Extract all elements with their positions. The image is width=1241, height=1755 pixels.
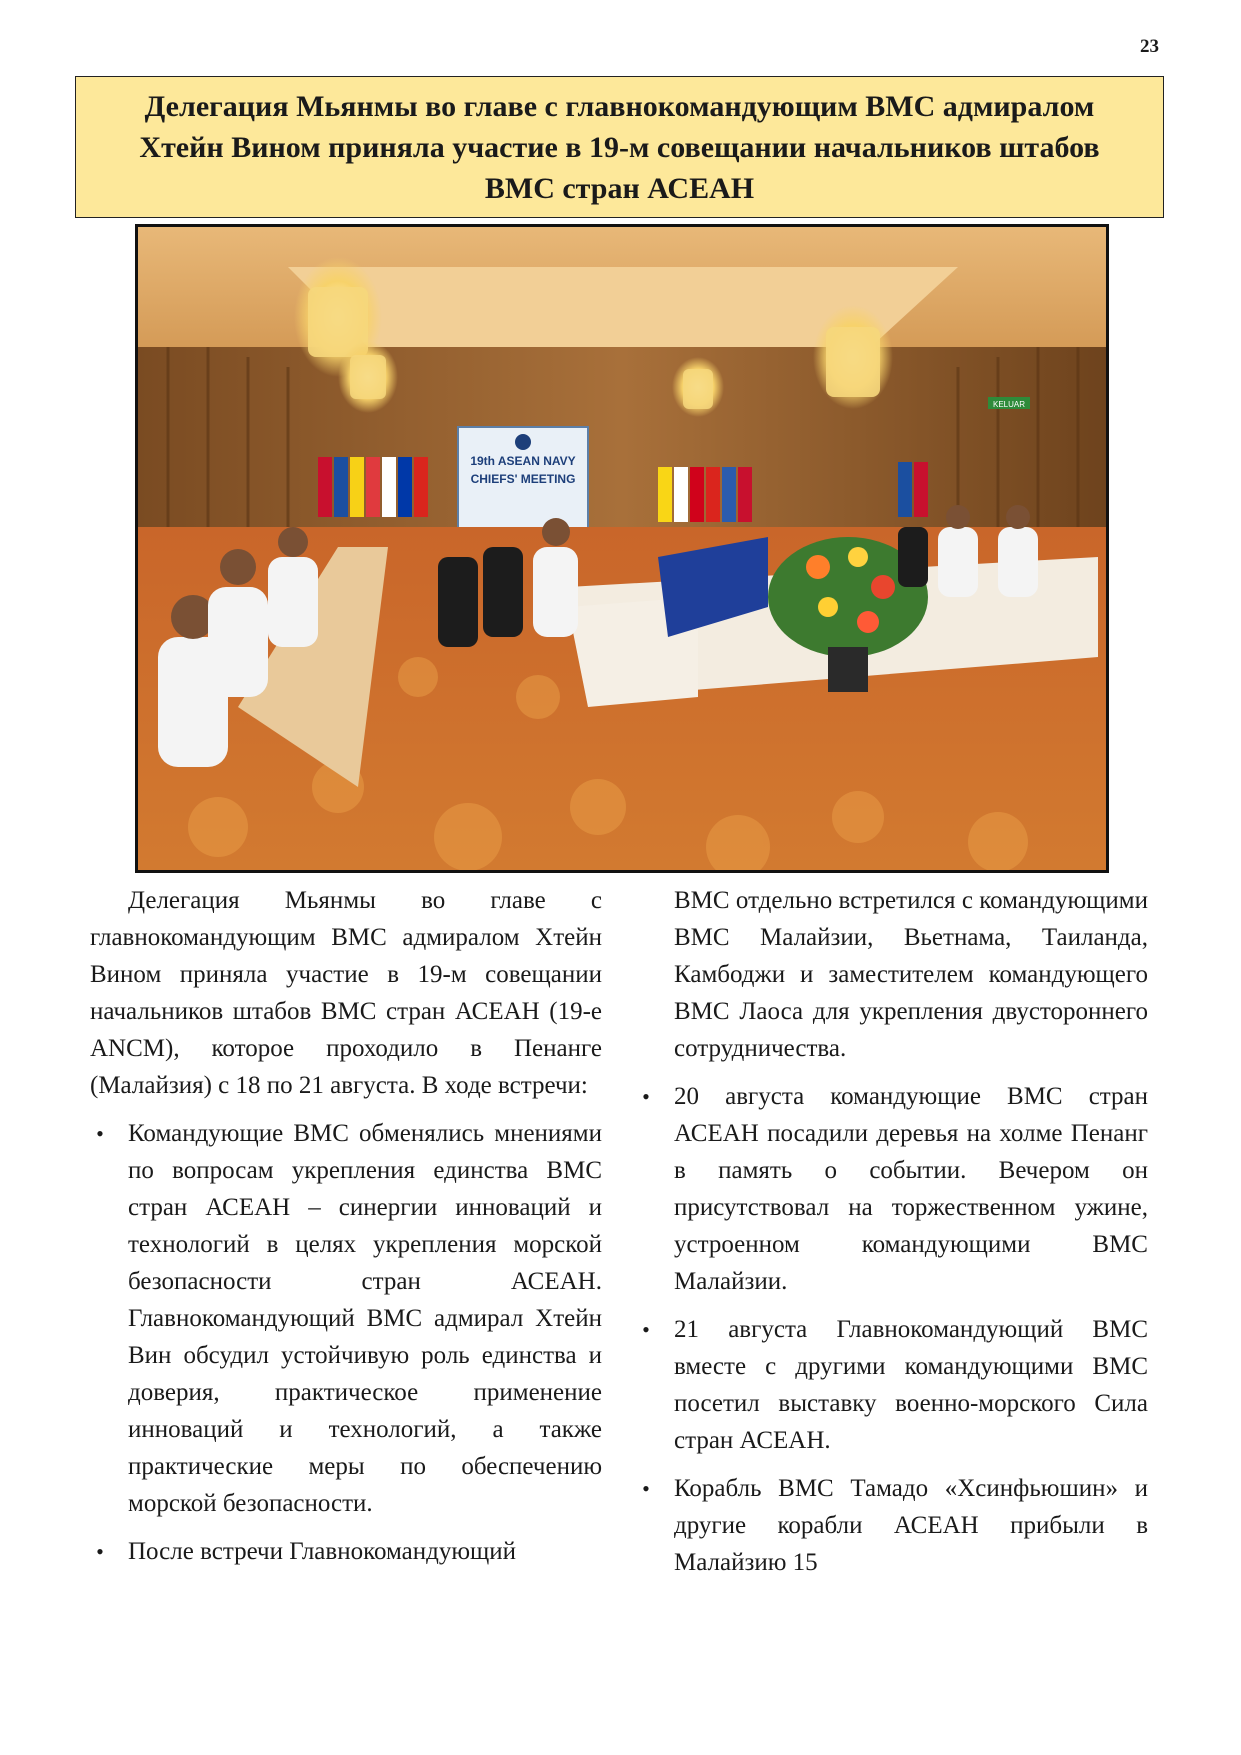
list-item <box>636 1078 1148 1300</box>
left-bullet-list <box>90 1115 602 1570</box>
list-item <box>90 1533 602 1570</box>
list-item-text: 21 августа Главнокомандующий ВМС вместе с другими командующими ВМС посетил выставку военно-морского Сила стран АСЕАН. <box>674 1316 1148 1454</box>
bullet-icon: • <box>642 1317 650 1342</box>
intro-paragraph: Делегация Мьянмы во главе с главнокомандующим ВМС адмиралом Хтейн Вином приняла участие в 19-м совещании начальников штабов ВМС стран АСЕАН (19-е ANCM), которое проходило в Пенанге (Малайзия) с 18 по 21 августа. В ходе встречи: <box>90 887 602 1099</box>
conference-photo <box>135 224 1109 873</box>
bullet-icon: • <box>642 1084 650 1109</box>
banner-line-1: 19th ASEAN NAVY <box>470 454 576 468</box>
page-number: 23 <box>1140 36 1159 57</box>
headline-box <box>75 76 1164 218</box>
list-item-text: Корабль ВМС Тамадо «Хсинфьюшин» и другие корабли АСЕАН прибыли в Малайзию 15 <box>674 1475 1148 1576</box>
bullet-icon: • <box>96 1539 104 1564</box>
list-item-continuation <box>636 882 1148 1067</box>
banner-line-2: CHIEFS' MEETING <box>470 472 576 486</box>
bullet-icon: • <box>642 1476 650 1501</box>
list-item <box>90 1115 602 1522</box>
right-bullet-list <box>636 882 1148 1581</box>
list-item-text: Командующие ВМС обменялись мнениями по вопросам укрепления единства ВМС стран АСЕАН – синергии инноваций и технологий в целях укрепления морской безопасности стран АСЕАН. Главнокомандующий ВМС адмирал Хтейн Вин обсудил устойчивую роль единства и доверия, практическое применение инноваций и технологий, а также практические меры по обеспечению морской безопасности. <box>128 1120 602 1517</box>
bullet-icon: • <box>96 1121 104 1146</box>
right-column <box>636 882 1148 1581</box>
list-item-text: ВМС отдельно встретился с командующими ВМС Малайзии, Вьетнама, Таиланда, Камбоджи и заместителем командующего ВМС Лаоса для укрепления двустороннего сотрудничества. <box>674 887 1148 1062</box>
left-column <box>90 882 602 1570</box>
list-item-text: После встречи Главнокомандующий <box>128 1538 517 1565</box>
exit-sign-text: KELUAR <box>992 400 1026 409</box>
list-item <box>636 1311 1148 1459</box>
headline: Делегация Мьянмы во главе с главнокомандующим ВМС адмиралом Хтейн Вином приняла участие в 19-м совещании начальников штабов ВМС стран АСЕАН <box>139 89 1100 205</box>
list-item <box>636 1470 1148 1581</box>
list-item-text: 20 августа командующие ВМС стран АСЕАН посадили деревья на холме Пенанг в память о событии. Вечером он присутствовал на торжественном ужине, устроенном командующими ВМС Малайзии. <box>674 1083 1148 1295</box>
conference-photo-illustration <box>138 227 1106 870</box>
